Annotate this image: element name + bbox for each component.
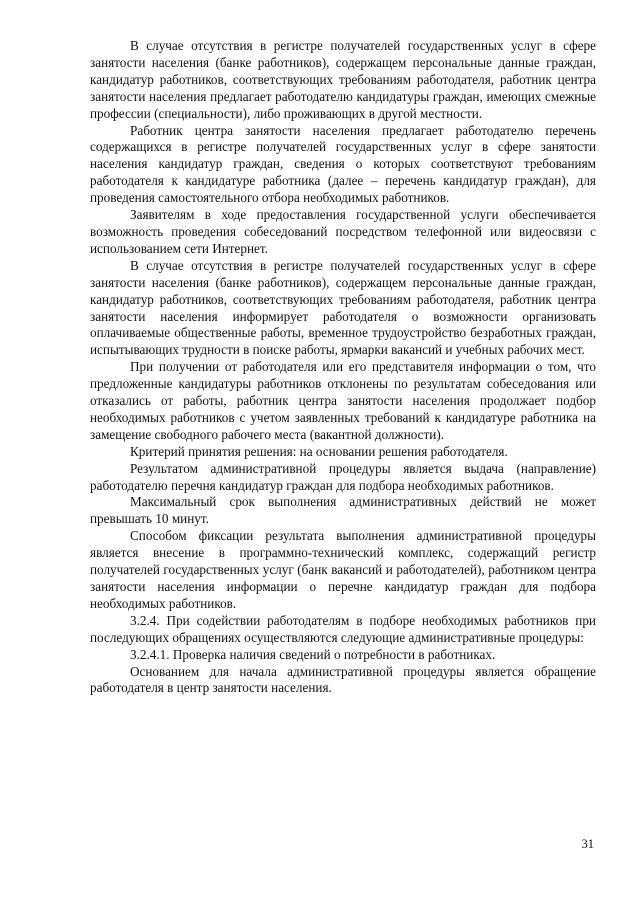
paragraph: Работник центра занятости населения предлагает работодателю перечень содержащихся в регистре получателей государственных услуг в сфере занятости населения кандидатур граждан, сведения о которых соответствуют требованиям работодателя к кандидатуре работника (далее – перечень кандидатур граждан), для проведения самостоятельного отбора необходимых работников. <box>90 122 596 206</box>
page-number: 31 <box>581 837 594 851</box>
paragraph: Критерий принятия решения: на основании решения работодателя. <box>130 443 508 459</box>
paragraph: 3.2.4.1. Проверка наличия сведений о потребности в работниках. <box>130 646 496 662</box>
paragraph: Основанием для начала административной процедуры является обращение работодателя в центр занятости населения. <box>90 663 596 696</box>
paragraph: 3.2.4. При содействии работодателям в подборе необходимых работников при последующих обращениях осуществляются следующие административные процедуры: <box>90 612 596 645</box>
paragraph: Заявителям в ходе предоставления государственной услуги обеспечивается возможность проведения собеседований посредством телефонной или видеосвязи с использованием сети Интернет. <box>90 207 596 256</box>
paragraph: В случае отсутствия в регистре получателей государственных услуг в сфере занятости населения (банке работников), содержащем персональные данные граждан, кандидатур работников, соответствующих требованиям работодателя, работник центра занятости населения предлагает работодателю кандидатуры граждан, имеющих смежные профессии (специальности), либо проживающих в другой местности. <box>90 38 596 121</box>
paragraph: Способом фиксации результата выполнения административной процедуры является внесение в программно-технический комплекс, содержащий регистр получателей государственных услуг (банк вакансий и работодателей), работником центра занятости населения информации о перечне кандидатур граждан для подбора необходимых работников. <box>90 528 596 611</box>
paragraph: В случае отсутствия в регистре получателей государственных услуг в сфере занятости населения (банке работников), содержащем персональные данные граждан, кандидатур работников, соответствующих требованиям работодателя, работник центра занятости населения информирует работодателя о возможности организовать оплачиваемые общественные работы, временное трудоустройство безработных граждан, испытывающих трудности в поиске работы, ярмарки вакансий и учебных рабочих мест. <box>90 257 596 358</box>
body-text <box>90 38 596 697</box>
paragraph: При получении от работодателя или его представителя информации о том, что предложенные кандидатуры работников отклонены по результатам собеседования или отказались от работы, работник центра занятости населения продолжает подбор необходимых работников с учетом заявленных требований к кандидатуре работника на замещение свободного рабочего места (вакантной должности). <box>90 359 596 442</box>
paragraph: Результатом административной процедуры является выдача (направление) работодателю перечня кандидатур граждан для подбора необходимых работников. <box>90 460 596 493</box>
paragraph: Максимальный срок выполнения административных действий не может превышать 10 минут. <box>90 494 596 527</box>
